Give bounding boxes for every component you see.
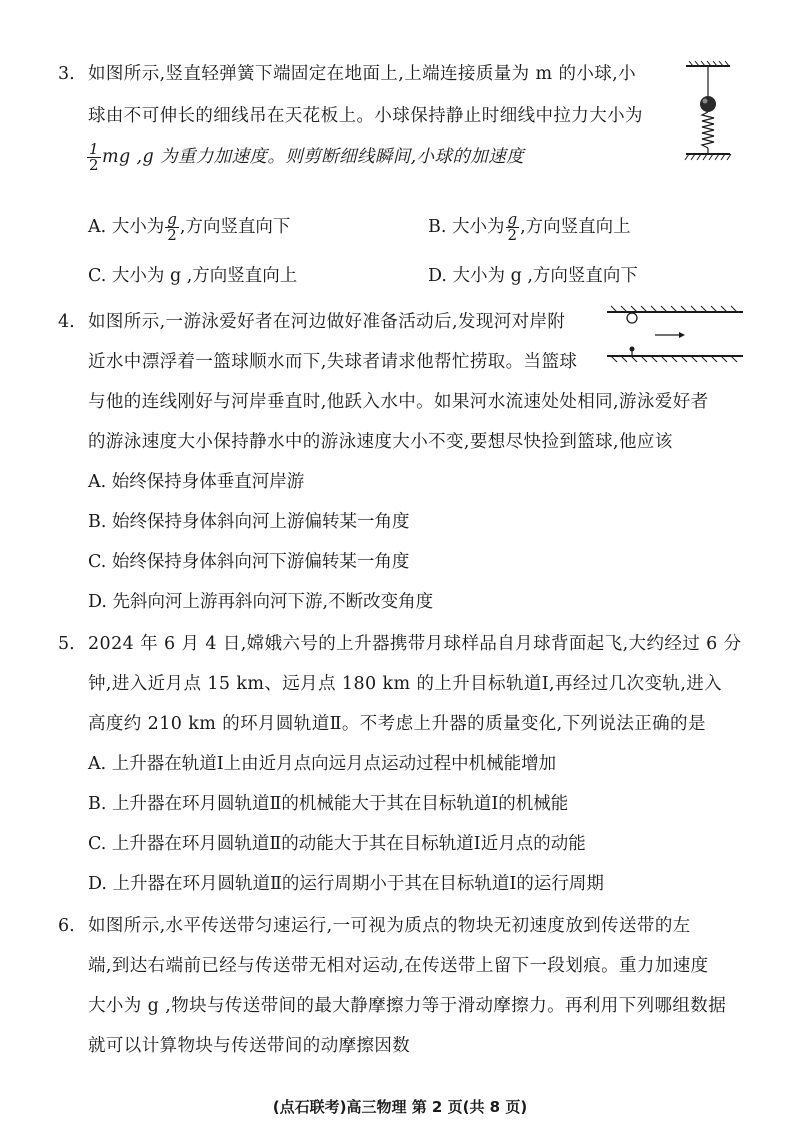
question-4-line-2: 近水中漂浮着一篮球顺水而下,失球者请求他帮忙捞取。当篮球 (88, 352, 578, 372)
question-5-option-a: A. 上升器在轨道Ⅰ上由近月点向远月点运动过程中机械能增加 (88, 754, 557, 774)
river-diagram-icon (605, 302, 745, 364)
question-6-line-1: 如图所示,水平传送带匀速运行,一可视为质点的物块无初速度放到传送带的左 (88, 916, 691, 936)
question-6-number: 6. (58, 916, 75, 936)
question-5-number: 5. (58, 634, 75, 654)
question-3-option-b: B. 大小为 $\frac{g}{2}$ ,方向竖直向上 (428, 210, 631, 244)
question-3-option-c: C. 大小为 g ,方向竖直向上 (88, 266, 298, 286)
question-4-line-4: 的游泳速度大小保持静水中的游泳速度大小不变,要想尽快捡到篮球,他应该 (88, 432, 673, 452)
question-5-option-d: D. 上升器在环月圆轨道Ⅱ的运行周期小于其在目标轨道Ⅰ的运行周期 (88, 874, 604, 894)
fraction-half: $\frac{1}{2}$ (89, 140, 99, 174)
question-3-line-3: $\frac{1}{2}$ mg ,g 为重力加速度。则剪断细线瞬间,小球的加速度 (89, 140, 525, 174)
question-3-number: 3. (58, 64, 75, 84)
question-4-number: 4. (58, 312, 75, 332)
spring-ball-figure-icon (683, 60, 733, 165)
question-5-line-1: 2024 年 6 月 4 日,嫦娥六号的上升器携带月球样品自月球背面起飞,大约经过 6 分 (88, 634, 742, 654)
question-4-option-b: B. 始终保持身体斜向河上游偏转某一角度 (88, 512, 410, 532)
question-4-option-c: C. 始终保持身体斜向河下游偏转某一角度 (88, 552, 410, 572)
question-4-line-3: 与他的连线刚好与河岸垂直时,他跃入水中。如果河水流速处处相同,游泳爱好者 (88, 392, 709, 412)
question-3-line-2: 球由不可伸长的细线吊在天花板上。小球保持静止时细线中拉力大小为 (88, 106, 643, 126)
question-4-option-a: A. 始终保持身体垂直河岸游 (88, 472, 305, 492)
question-3-option-a: A. 大小为 $\frac{g}{2}$ ,方向竖直向下 (88, 210, 291, 244)
question-6-line-4: 就可以计算物块与传送带间的动摩擦因数 (88, 1036, 411, 1056)
page-footer: (点石联考)高三物理 第 2 页(共 8 页) (272, 1098, 528, 1116)
question-4-line-1: 如图所示,一游泳爱好者在河边做好准备活动后,发现河对岸附 (88, 312, 566, 332)
question-6-line-2: 端,到达右端前已经与传送带无相对运动,在传送带上留下一段划痕。重力加速度 (88, 956, 709, 976)
question-5-line-2: 钟,进入近月点 15 km、远月点 180 km 的上升目标轨道Ⅰ,再经过几次变轨,进入 (88, 674, 723, 694)
question-5-line-3: 高度约 210 km 的环月圆轨道Ⅱ。不考虑上升器的质量变化,下列说法正确的是 (88, 714, 706, 734)
question-3-line-1: 如图所示,竖直轻弹簧下端固定在地面上,上端连接质量为 m 的小球,小 (88, 64, 637, 84)
question-6-line-3: 大小为 g ,物块与传送带间的最大静摩擦力等于滑动摩擦力。再利用下列哪组数据 (88, 996, 727, 1016)
question-4-option-d: D. 先斜向河上游再斜向河下游,不断改变角度 (88, 592, 434, 612)
question-5-option-c: C. 上升器在环月圆轨道Ⅱ的动能大于其在目标轨道Ⅰ近月点的动能 (88, 834, 586, 854)
question-5-option-b: B. 上升器在环月圆轨道Ⅱ的机械能大于其在目标轨道Ⅰ的机械能 (88, 794, 569, 814)
question-3-option-d: D. 大小为 g ,方向竖直向下 (428, 266, 638, 286)
